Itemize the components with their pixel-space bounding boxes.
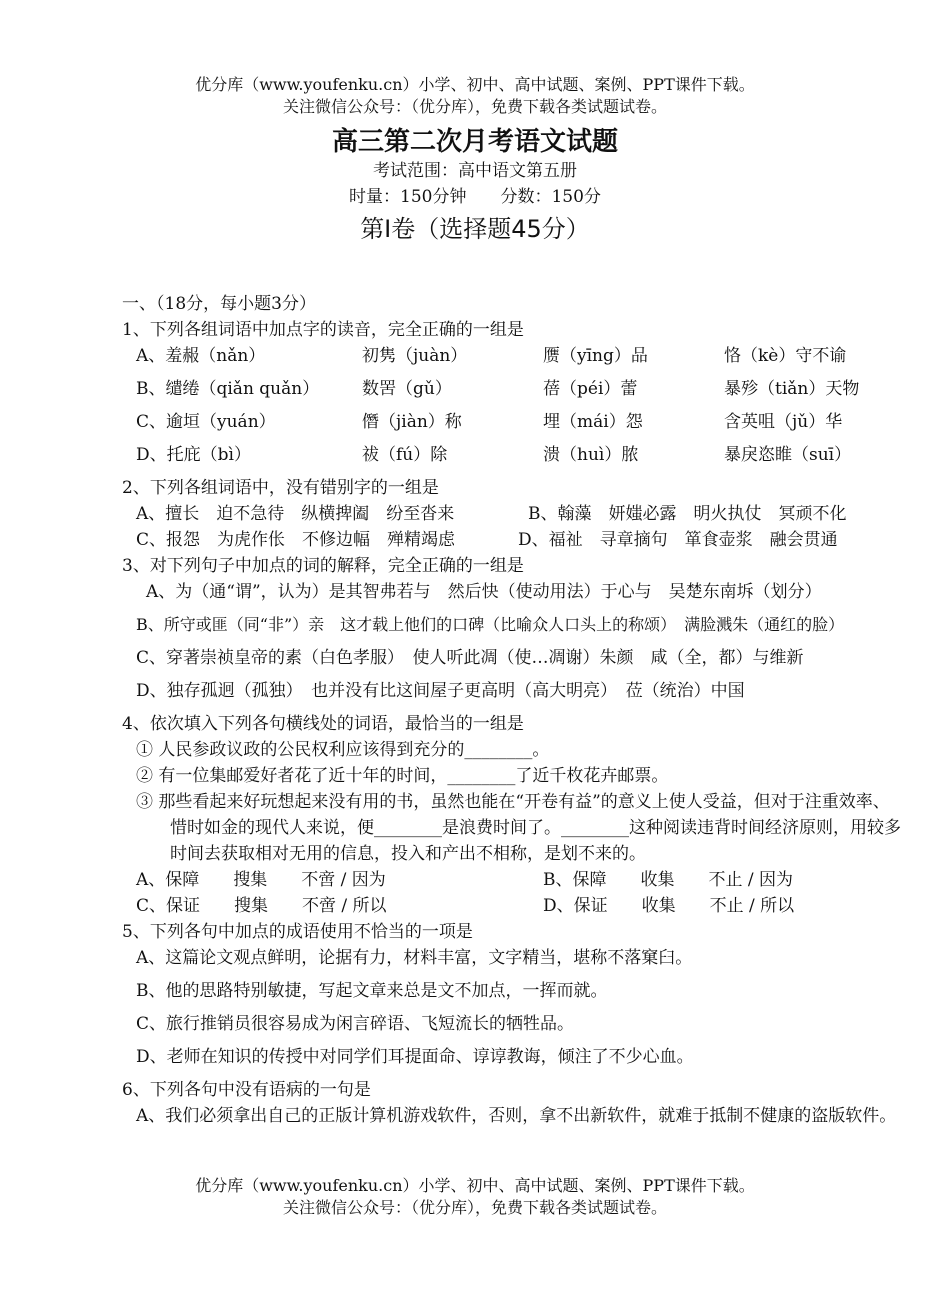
q1-d-1: D、托庇（bì） xyxy=(136,445,251,465)
q2-option-c: C、报怨 为虎作伥 不修边幅 殚精竭虑 xyxy=(136,530,456,550)
exam-time-score: 时量：150分钟 分数：150分 xyxy=(349,187,601,207)
q4-stem: 4、依次填入下列各句横线处的词语，最恰当的一组是 xyxy=(122,714,524,734)
q1-c-4: 含英咀（jǔ）华 xyxy=(724,412,843,432)
exam-scope: 考试范围：高中语文第五册 xyxy=(373,161,577,181)
q2-option-b: B、翰藻 妍媸必露 明火执仗 冥顽不化 xyxy=(528,504,847,524)
q5-option-d: D、老师在知识的传授中对同学们耳提面命、谆谆教诲，倾注了不少心血。 xyxy=(136,1047,694,1067)
q1-d-4: 暴戾恣睢（suī） xyxy=(724,445,852,465)
q5-stem: 5、下列各句中加点的成语使用不恰当的一项是 xyxy=(122,922,473,942)
q1-d-3: 溃（huì）脓 xyxy=(543,445,639,465)
footer-line-1: 优分库（www.youfenku.cn）小学、初中、高中试题、案例、PPT课件下载。 xyxy=(195,1176,755,1195)
q4-option-c: C、保证 搜集 不啻 / 所以 xyxy=(136,896,387,916)
q3-option-c: C、穿著崇祯皇帝的素（白色孝服） 使人听此凋（使…凋谢）朱颜 咸（全，都）与维新 xyxy=(136,648,804,668)
footer-line-2: 关注微信公众号：（优分库），免费下载各类试题试卷。 xyxy=(282,1198,667,1217)
q1-d-2: 祓（fú）除 xyxy=(362,445,448,465)
q2-stem: 2、下列各组词语中，没有错别字的一组是 xyxy=(122,478,439,498)
q1-b-2: 数罟（gǔ） xyxy=(362,379,452,399)
q1-b-3: 蓓（péi）蕾 xyxy=(543,379,638,399)
q1-stem: 1、下列各组词语中加点字的读音，完全正确的一组是 xyxy=(122,320,524,340)
q5-option-b: B、他的思路特别敏捷，写起文章来总是文不加点，一挥而就。 xyxy=(136,981,608,1001)
q4-sentence-1: ① 人民参政议政的公民权利应该得到充分的________。 xyxy=(136,740,550,760)
q3-stem: 3、对下列句子中加点的词的解释，完全正确的一组是 xyxy=(122,556,524,576)
section-label: 一、（18分，每小题3分） xyxy=(122,294,316,314)
q2-option-a: A、擅长 迫不急待 纵横捭阖 纷至沓来 xyxy=(136,504,455,524)
q3-option-a: A、为（通“谓”，认为）是其智弗若与 然后快（使动用法）于心与 吴楚东南坼（划分） xyxy=(146,582,822,602)
q1-b-1: B、缱绻（qiǎn quǎn） xyxy=(136,379,320,399)
q1-c-1: C、逾垣（yuán） xyxy=(136,412,276,432)
q1-a-3: 赝（yīng）品 xyxy=(543,346,648,366)
q4-option-b: B、保障 收集 不止 / 因为 xyxy=(543,870,794,890)
q5-option-a: A、这篇论文观点鲜明，论据有力，材料丰富，文字精当，堪称不落窠臼。 xyxy=(136,948,693,968)
q2-option-d: D、福祉 寻章摘句 箪食壶浆 融会贯通 xyxy=(518,530,838,550)
q1-b-4: 暴殄（tiǎn）天物 xyxy=(724,379,860,399)
exam-title: 高三第二次月考语文试题 xyxy=(331,127,618,157)
q6-stem: 6、下列各句中没有语病的一句是 xyxy=(122,1080,371,1100)
volume-title: 第Ⅰ卷（选择题45分） xyxy=(360,215,590,243)
header-line-1: 优分库（www.youfenku.cn）小学、初中、高中试题、案例、PPT课件下载。 xyxy=(195,75,755,94)
q1-c-3: 埋（mái）怨 xyxy=(543,412,643,432)
q1-a-1: A、羞赧（nǎn） xyxy=(136,346,266,366)
q5-option-c: C、旅行推销员很容易成为闲言碎语、飞短流长的牺牲品。 xyxy=(136,1014,575,1034)
q4-option-d: D、保证 收集 不止 / 所以 xyxy=(543,896,795,916)
q4-sentence-3: ③ 那些看起来好玩想起来没有用的书，虽然也能在“开卷有益”的意义上使人受益，但对于注重效率、惜时如金的现代人来说，便________是浪费时间了。________这种阅读违背时间经济原则，用较多时间去获取相对无用的信息，投入和产出不相称，是划不来的。 xyxy=(136,792,901,864)
q1-c-2: 僭（jiàn）称 xyxy=(362,412,462,432)
q1-a-2: 初隽（juàn） xyxy=(362,346,468,366)
q4-option-a: A、保障 搜集 不啻 / 因为 xyxy=(136,870,386,890)
q3-option-b: B、所守或匪（同“非”）亲 这才载上他们的口碑（比喻众人口头上的称颂） 满脸溅朱（通红的脸） xyxy=(136,615,845,634)
q4-sentence-2: ② 有一位集邮爱好者花了近十年的时间，________了近千枚花卉邮票。 xyxy=(136,766,669,786)
q1-a-4: 恪（kè）守不谕 xyxy=(724,346,847,366)
header-line-2: 关注微信公众号：（优分库），免费下载各类试题试卷。 xyxy=(282,97,667,116)
q3-option-d: D、独存孤迥（孤独） 也并没有比这间屋子更高明（高大明亮） 莅（统治）中国 xyxy=(136,681,745,701)
q6-option-a: A、我们必须拿出自己的正版计算机游戏软件，否则，拿不出新软件，就难于抵制不健康的盗版软件。 xyxy=(136,1106,897,1126)
